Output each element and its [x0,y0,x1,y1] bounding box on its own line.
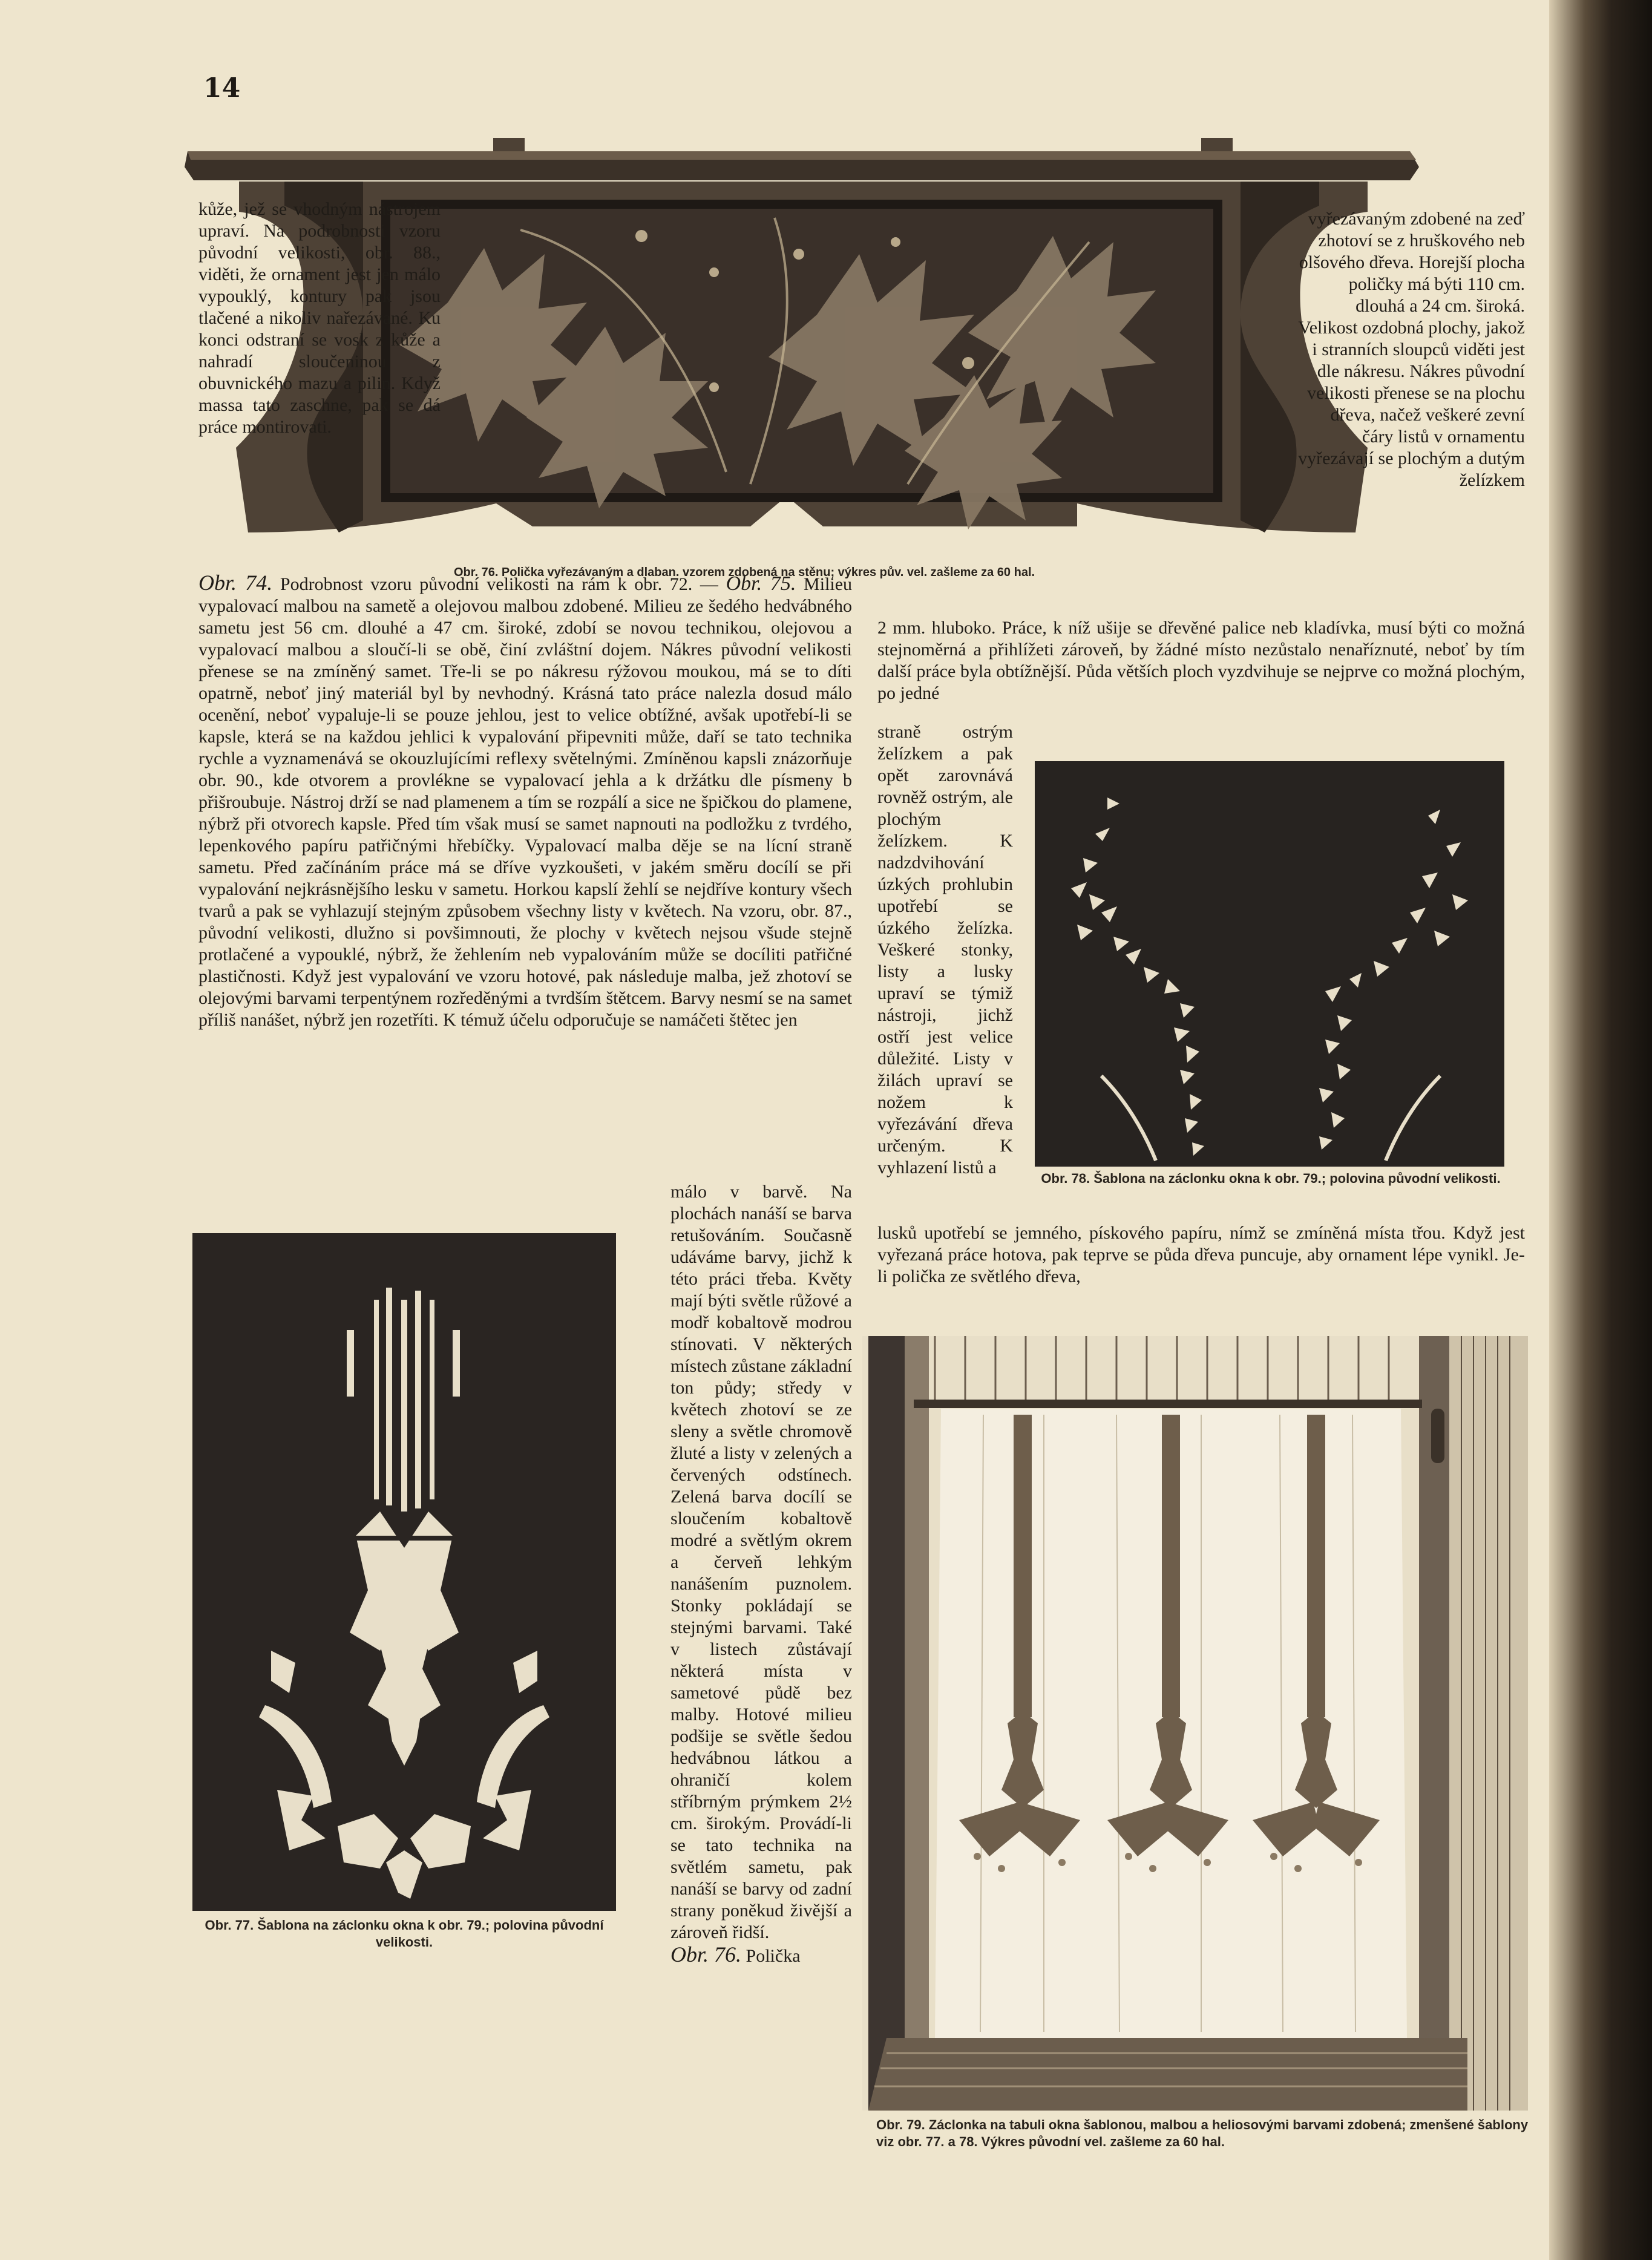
obr76-text: Polička [746,1946,801,1966]
page-number: 14 [203,73,241,103]
stencil-78-illustration [1035,761,1504,1167]
main-paragraph: Milieu vypalovací malbou na sametě a olejovou malbou zdobené. Milieu ze šedého hedvábného sametu jest 56 cm. dlouhé a 47 cm. široké, zdobí se novou technikou, olejovou a vypalovací malbou a sloučí-li se obě, činí zvláštní dojem. Nákres původní velikosti přenese se na zmíněný samet. Tře-li se po nákresu rýžovou moukou, má se to díti opatrně, neboť jiný materiál byl by nevhodný. Krásná tato práce nalezla dosud málo ocenění, neboť vypaluje-li se pouze jehlou, jest to velice obtížné, avšak upotřebí-li se kapsle, která se na každou jehlici k vypalování připevniti může, daří se tato technika rychle a vyznamenává se okouzlujícími reflexy světelnými. Zmíněnou kapsli znázorňuje obr. 90., kde otvorem a provlékne se vypalovací jehla a k držátku dle písmeny b přišroubuje. Nástroj drží se nad plamenem a tím se rozpálí a sice ne špičkou do plamene, nýbrž při otvorech kapsle. Před tím však musí se samet napnouti na podložku z tvrdého, lepenkového papíru patřičnými hřebíčky. Vypalovací malba děje se na lícní straně sametu. Před začínáním práce má se dříve vyzkoušeti, v jakém směru docílí se při vypalování nejkrásnějšího lesku v sametu. Horkou kapslí žehlí se nejdříve kontury všech tvarů a pak se vyhlazují stejným způsobem všechny listy v květech. Na vzoru, obr. 87., původní velikosti, dlužno si povšimnouti, že plochy v květech nejsou všude stejně protlačené a vypouklé, nýbrž, že žehlením neb vypalováním může se docíliti patřičné plastičnosti. Když jest vypalování ve vzoru hotové, pak následuje malba, jež zhotoví se olejovými barvami terpentýnem rozředěnými a tvrdším štětcem. Barvy nesmí se na samet příliš nanášet, nýbrž jen rozetříti. K témuž účelu odporučuje se namáčeti štětec jen [198,574,853,1030]
figure-78-caption: Obr. 78. Šablona na záclonku okna k obr. 79.; polovina původní velikosti. [1041,1171,1501,1186]
figure-79-curtain [862,1336,1528,2111]
right-narrow-text: straně ostrým želízkem a pak opět zarovnává rovněž ostrým, ale plochým želízkem. K nadzdvihování úzkých prohlubin upotřebí se úzkého želízka. Veškeré stonky, listy a lusky upraví se týmiž nástroji, jichž ostří jest velice důležité. Listy v žilách upraví se nožem k vyřezávání dřeva určeným. K vyhlazení listů a [877,722,1013,1177]
figure-77-stencil [192,1233,616,1911]
middle-column-text: málo v barvě. Na plochách nanáší se barva retušováním. Současně udáváme barvy, jichž k této práci třeba. Květy mají býti světle růžové a modř kobaltově modrou stínovati. V některých místech zůstane základní ton půdy; středy v květech zhotoví se ze sleny a světle chromově žluté a listy v zelených a červených odstínech. Zelená barva docílí se sloučením kobaltově modré a světlým okrem a červeň lehkým nanášením puznolem. Stonky pokládají se stejnými barvami. Také v listech zůstávají některá místa v sametové půdě bez malby. Hotové milieu podšije se světle šedou hedvábnou látkou a ohraničí kolem stříbrným prýmkem 2½ cm. širokým. Provádí-li se tato technika na světlém sametu, pak nanáší se barvy od zadní strany poněkud živější a zároveň řidší. Obr. 76. Polička [670,1182,852,1967]
right-bottom-text: lusků upotřebí se jemného, pískového papíru, nímž se zmíněná místa třou. Když jest vyřezaná práce hotova, pak teprve se půda dřeva puncuje, aby ornament lépe vynikl. Je-li polička ze světlého dřeva, [877,1223,1525,1286]
figure-79-caption: Obr. 79. Záclonka na tabuli okna šablonou, malbou a heliosovými barvami zdobená; zmenšené šablony viz obr. 77. a 78. Výkres původní vel. zašleme za 60 hal. [876,2117,1529,2149]
main-column-text [198,572,852,1031]
figure-76-caption: Obr. 76. Polička vyřezávaným a dlaban. vzorem zdobená na stěnu; výkres pův. vel. zašleme za 60 hal. [454,566,1035,579]
right-paragraph: 2 mm. hluboko. Práce, k níž ušije se dřevěné palice neb kladívka, musí býti co možná stejnoměrná a přihlížeti zároveň, by žádné místo nezůstalo nenaříznuté, neboť by tím další práce byla obtížnější. Půda větších ploch vyzdvihuje se nejprve co možná plochým, po jedné [877,618,1525,703]
obr74-label: Obr. 74. [198,571,273,595]
obr75-label: Obr. 75. [726,572,796,595]
curtain-illustration [862,1336,1528,2111]
right-wrap-text: vyřezávaným zdobené na zeď zhotoví se z hruškového neb olšového dřeva. Horejší plocha poličky má býti 110 cm. dlouhá a 24 cm. široká. Velikost ozdobná plochy, jakož i stranních sloupců viděti jest dle nákresu. Nákres původní velikosti přenese se na plochu dřeva, načež veškeré zevní čáry listů v ornamentu vyřezávají se plochým a dutým želízkem [1298,209,1525,490]
obr76-label: Obr. 76. [670,1942,742,1967]
obr74-text: Podrobnost vzoru původní velikosti na rám k obr. 72. — [280,574,718,594]
figure-78-stencil [1035,761,1504,1167]
figure-77-caption: Obr. 77. Šablona na záclonku okna k obr. 79.; polovina původní velikosti. [205,1918,604,1950]
stencil-77-illustration [192,1233,616,1911]
left-wrap-text: kůže, jež se vhodným nástrojem upraví. Na podrobnosti vzoru původní velikosti, obr. 88., viděti, že ornament jest jen málo vypouklý, kontury pak jsou tlačené a nikoliv nařezávané. Ku konci odstraní se vosk z kůže a nahradí sloučeninou z obuvnického mazu a pilin. Když massa tato zaschne, pak se dá práce montirovati. [198,199,441,437]
